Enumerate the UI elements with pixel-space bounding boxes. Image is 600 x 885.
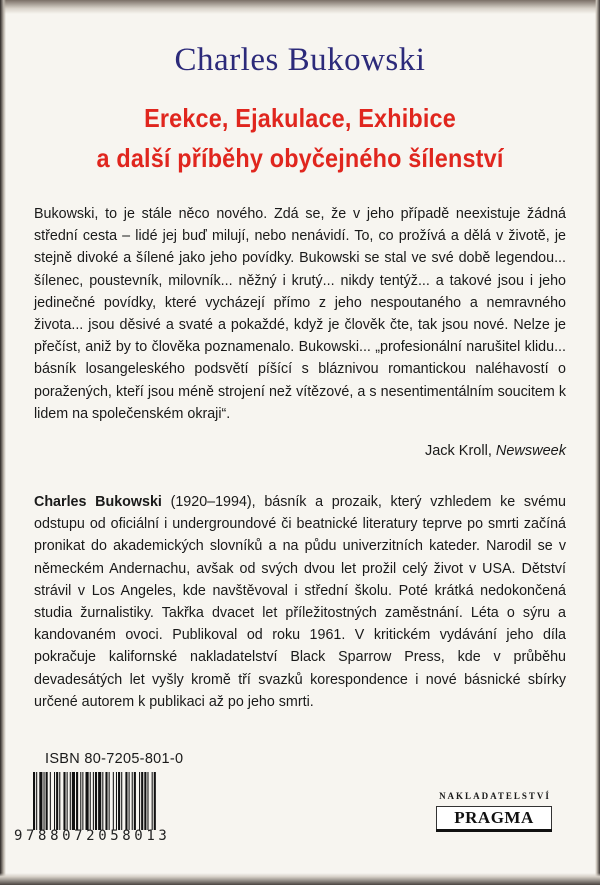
attribution-source: Newsweek bbox=[495, 443, 566, 459]
barcode-bar bbox=[76, 772, 78, 830]
publisher-label: NAKLADATELSTVÍ bbox=[439, 791, 551, 801]
barcode-bar bbox=[46, 772, 48, 830]
attribution-name: Jack Kroll, bbox=[424, 443, 496, 459]
author-name: Charles Bukowski bbox=[174, 42, 426, 78]
barcode-bar bbox=[129, 772, 130, 830]
barcode-bar bbox=[109, 772, 110, 830]
barcode-bar bbox=[139, 772, 140, 830]
publisher-name: PRAGMA bbox=[454, 808, 534, 827]
barcode bbox=[32, 772, 238, 830]
book-title-line-2: a další příběhy obyčejného šílenství bbox=[96, 143, 504, 173]
blurb-attribution bbox=[34, 443, 566, 459]
barcode-bar bbox=[98, 772, 101, 830]
barcode-bar bbox=[116, 772, 117, 830]
barcode-bar bbox=[63, 772, 65, 830]
barcode-digits: 9788072058013 bbox=[14, 828, 171, 844]
barcode-bar bbox=[132, 772, 133, 830]
barcode-bar bbox=[33, 772, 35, 830]
barcode-bar bbox=[125, 772, 127, 830]
barcode-bar bbox=[154, 772, 156, 830]
barcode-bar bbox=[134, 772, 136, 830]
barcode-bar bbox=[105, 772, 107, 830]
book-title-line-1: Erekce, Ejakulace, Exhibice bbox=[144, 103, 456, 133]
publisher-underline bbox=[436, 829, 552, 832]
barcode-bar bbox=[102, 772, 103, 830]
barcode-bar bbox=[82, 772, 83, 830]
barcode-bar bbox=[39, 772, 42, 830]
cover-edge-left bbox=[0, 0, 6, 885]
cover-edge-right bbox=[595, 0, 600, 885]
barcode-bar bbox=[113, 772, 114, 830]
barcode-bar bbox=[121, 772, 122, 830]
blurb-paragraph: Bukowski, to je stále něco nového. Zdá se, že v jeho případě neexistuje žádná střední cesta – lidé jej buď milují, nebo nenávidí. To, co prožívá a dělá v životě, je stejně divoké a šílené jako jeho povídky. Bukowski se stal ve své době legendou... šílenec, poustevník, milovník... něžný i krutý... nikdy tentýž... a takové jsou i jeho jedinečné povídky, které vycházejí přímo z jeho nespoutaného a nemravného života... jsou děsivé a svaté a pokaždé, když je člověk čte, tak jsou nové. Nelze je přečíst, aniž by to člověka poznamenalo. Bukowski... „profesionální narušitel klidu... básník losangeleského podsvětí píšící s bláznivou romantickou naléhavostí o poražených, kteří jsou méně strojení než vítězové, a s nesentimentálním soucitem k lidem na společenském okraji“. bbox=[34, 206, 566, 422]
barcode-bar bbox=[50, 772, 51, 830]
barcode-bar bbox=[141, 772, 143, 830]
barcode-bar bbox=[80, 772, 81, 830]
author-bio bbox=[34, 491, 566, 713]
barcode-bar bbox=[144, 772, 146, 830]
barcode-bar bbox=[118, 772, 120, 830]
barcode-bar bbox=[44, 772, 45, 830]
bio-text: (1920–1994), básník a prozaik, který vzhledem ke svému odstupu od oficiální i undergroundové či beatnické literatury teprve po smrti začíná pronikat do akademických slovníků a na půdu univerzitních kateder. Narodil se v německém Andernachu, avšak od svých dvou let prožil celý život v USA. Dětství strávil v Los Angeles, kde navštěvoval i střední školu. Poté krátká nedokončená studia žurnalistiky. Takřka dvacet let příležitostných zaměstnání. Léta o sýru a kandovaném ovoci. Publikoval od roku 1961. V kritickém vydávání jeho díla pokračuje kalifornské nakladatelství Black Sparrow Press, kde v průběhu devadesátých let vyšly kromě tří svazků korespondence i nové básnické sbírky určené autorem k publikaci až po jeho smrti. bbox=[34, 494, 566, 710]
barcode-bar bbox=[90, 772, 91, 830]
cover-edge-top bbox=[0, 0, 600, 14]
barcode-bar bbox=[36, 772, 37, 830]
bio-author-name: Charles Bukowski bbox=[34, 494, 162, 510]
barcode-bar bbox=[70, 772, 71, 830]
barcode-bar bbox=[147, 772, 148, 830]
publisher-logo bbox=[436, 806, 552, 830]
barcode-bar bbox=[56, 772, 58, 830]
barcode-bar bbox=[93, 772, 94, 830]
barcode-bar bbox=[95, 772, 97, 830]
barcode-bar bbox=[86, 772, 89, 830]
isbn-label: ISBN 80-7205-801-0 bbox=[45, 751, 184, 767]
barcode-bar bbox=[59, 772, 60, 830]
barcode-bar bbox=[67, 772, 68, 830]
barcode-bar bbox=[72, 772, 75, 830]
barcode-bar bbox=[152, 772, 153, 830]
cover-edge-bottom bbox=[0, 873, 600, 885]
barcode-bar bbox=[54, 772, 55, 830]
